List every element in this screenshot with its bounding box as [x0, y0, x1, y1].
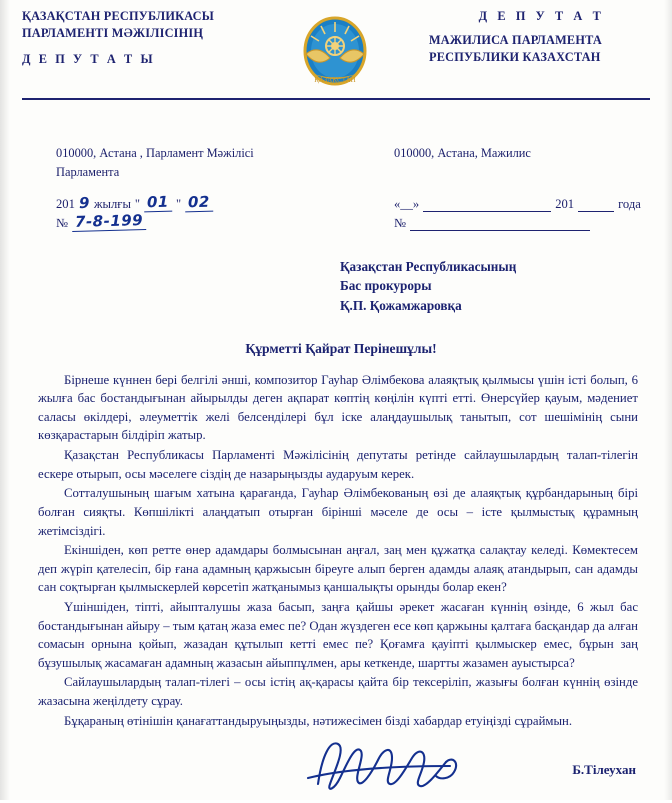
letterhead: [0, 0, 672, 92]
letterhead-kk-line3: Д Е П У Т А Т Ы: [22, 51, 156, 66]
recipient-block: [340, 257, 672, 314]
address-kazakh: [56, 144, 346, 181]
body-paragraph: Бұқараның өтінішін қанағаттандыруыңызды, нәтижесімен бізді хабардар етуіңізді сұраймын.: [64, 713, 573, 728]
signature-block: [0, 736, 672, 802]
salutation: Құрметті Қайрат Перінешұлы!: [245, 340, 437, 356]
quote-blank-ru: «__»: [394, 197, 420, 212]
quote-open-kk: ": [134, 197, 141, 212]
svg-text:ҚАЗАҚСТАН: ҚАЗАҚСТАН: [314, 76, 356, 84]
quote-close-kk: ": [175, 197, 182, 212]
recipient-line3: Қ.П. Қожамжаровқа: [340, 297, 462, 313]
number-line-kk: [56, 212, 356, 231]
letter-body: [0, 357, 672, 731]
letterhead-kazakh-block: [22, 8, 247, 68]
address-kk-line1: 010000, Астана , Парламент Мәжілісі: [56, 146, 254, 160]
date-line-kk: [56, 193, 356, 212]
body-paragraph: Бірнеше күннен бері белгілі әнші, композитор Гауһар Әлімбекова алаяқтық қылмысы үшін істі болып, 6 жылға бас бостандығынан айырылды деген ақпарат көптің көңілін күпті етті. Өнерсүйер қауым, мәдениет саласы өкілдері, әлеуметтік желі белсенділері бұл іске алаңдаушылық танытып, сот шешімінің сыни көзқарастарын білдіріп жатыр.: [38, 372, 638, 443]
month-handwritten: 02: [185, 193, 213, 213]
year-blank-line-ru: [578, 198, 614, 212]
year-word-kk: жылғы: [93, 197, 131, 212]
letterhead-ru-line3: РЕСПУБЛИКИ КАЗАХСТАН: [429, 49, 601, 64]
address-block: [0, 100, 672, 181]
date-number-russian: [394, 193, 644, 231]
document-number-handwritten: 7-8-199: [72, 211, 147, 232]
body-paragraph: Сотталушының шағым хатына қарағанда, Гауһар Әлімбекованың өзі де алаяқтық құрбандарының бірі болған сияқты. Көпшілікті алаңдатып отырған бірінші мәселе де осы – істе қылмыстық құрамның жетімсіздігі.: [38, 486, 638, 538]
body-paragraph: Сайлаушылардың талап-тілегі – осы істің ақ-қарасы қайта бір тексеріліп, жазығы болған күннің өзінде жазасына жеңілдету сұрау.: [38, 675, 638, 708]
year-prefix-kk: 201: [56, 197, 75, 212]
body-paragraph: Үшіншіден, тіпті, айыпталушы жаза басып, заңға қайшы әрекет жасаған күннің өзінде, 6 жыл бас бостандығынан айыру – тым қатаң жаза емес пе? Одан жүздеген есе көп қаржыны қалтаға басқандар да алған сомасын орнына қойып, жазадан құтылып кетті емес пе? Қоғамға қауіпті қылмыскер емес, бұрын заң бұзушылық жасамаған адамның жазасын айыппұлмен, ары кеткенде, шартты жазамен ауыстырса?: [38, 599, 638, 670]
address-russian: [394, 144, 644, 181]
day-handwritten: 01: [144, 193, 172, 213]
date-line-ru: [394, 193, 644, 212]
year-digit-handwritten: 9: [78, 194, 91, 213]
number-line-ru: [394, 212, 644, 231]
letterhead-ru-line2: МАЖИЛИСА ПАРЛАМЕНТА: [429, 32, 602, 47]
letterhead-russian-block: [423, 8, 654, 66]
letterhead-ru-line1: Д Е П У Т А Т: [478, 9, 605, 23]
address-ru-line1: 010000, Астана, Мажилис: [394, 146, 531, 160]
year-prefix-ru: 201: [555, 197, 575, 212]
handwritten-signature-icon: [300, 732, 510, 798]
kazakhstan-state-emblem-icon: [292, 10, 378, 90]
number-blank-line-ru: [410, 217, 590, 231]
letterhead-kk-line1: ҚАЗАҚСТАН РЕСПУБЛИКАСЫ: [22, 9, 215, 23]
date-number-block: [0, 181, 672, 231]
signatory-name: Б.Тілеухан: [572, 762, 636, 778]
body-paragraph: Қазақстан Республикасы Парламенті Мәжілісінің депутаты ретінде сайлаушылардың талап-тілегін ескере отырып, осы мәселеге сіздің де назарыңызды аударуым керек.: [38, 448, 638, 481]
date-number-kazakh: [56, 193, 356, 231]
recipient-line1: Қазақстан Республикасының: [340, 259, 517, 275]
year-suffix-ru: года: [618, 197, 641, 212]
address-kk-line2: Парламента: [56, 164, 120, 179]
number-symbol-ru: №: [394, 216, 407, 231]
letterhead-kk-line2: ПАРЛАМЕНТІ МӘЖІЛІСІНІҢ: [22, 25, 204, 40]
number-symbol-kk: №: [56, 216, 69, 231]
date-blank-line-ru: [423, 198, 551, 212]
recipient-line2: Бас прокуроры: [340, 278, 432, 294]
body-paragraph: Екіншіден, көп ретте өнер адамдары болмысынан аңғал, заң мен құжатқа салақтау келеді. Көмектесем деп жүріп қателесіп, бір ғана адамның қаржысын біреуге алып берген адамды алаяқ атандырып, сан адамды сан соқтырған қылмыскерлей көрсетіп жатқанымыз қаншалықты орынды болар екен?: [38, 543, 638, 595]
